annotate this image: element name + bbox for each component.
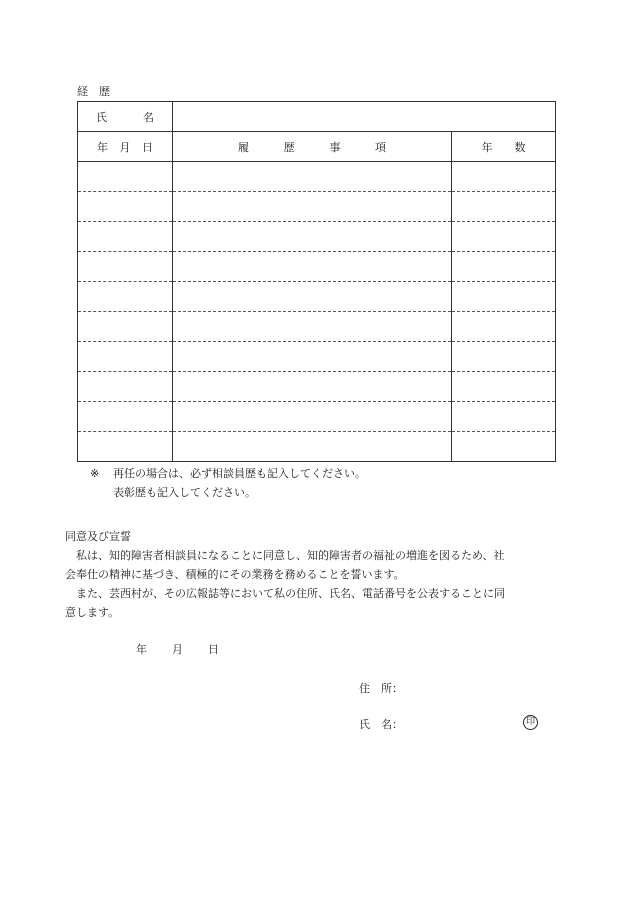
history-cell[interactable] bbox=[173, 372, 452, 402]
name-label-char: 氏 bbox=[96, 110, 107, 124]
history-cell[interactable] bbox=[173, 162, 452, 192]
signature-name-label: 氏 名： bbox=[359, 718, 403, 731]
date-cell[interactable] bbox=[78, 192, 173, 222]
date-cell[interactable] bbox=[78, 402, 173, 432]
years-cell[interactable] bbox=[452, 282, 556, 312]
seal-mark: 印 bbox=[523, 715, 538, 730]
history-cell[interactable] bbox=[173, 192, 452, 222]
consent-para1-line1: 私は、知的障害者相談員になることに同意し、知的障害者の福祉の増進を図るため、社 bbox=[65, 549, 505, 562]
history-cell[interactable] bbox=[173, 312, 452, 342]
header-history: 履 歴 事 項 bbox=[173, 132, 452, 162]
section-title: 経 歴 bbox=[77, 85, 110, 98]
table-row bbox=[78, 432, 556, 462]
header-years: 年 数 bbox=[452, 132, 556, 162]
date-cell[interactable] bbox=[78, 432, 173, 462]
name-value-cell[interactable] bbox=[173, 102, 556, 132]
years-cell[interactable] bbox=[452, 192, 556, 222]
table-row bbox=[78, 192, 556, 222]
date-cell[interactable] bbox=[78, 162, 173, 192]
history-cell[interactable] bbox=[173, 432, 452, 462]
date-cell[interactable] bbox=[78, 222, 173, 252]
years-cell[interactable] bbox=[452, 402, 556, 432]
table-row bbox=[78, 402, 556, 432]
name-row bbox=[78, 102, 556, 132]
date-cell[interactable] bbox=[78, 312, 173, 342]
table-row bbox=[78, 162, 556, 192]
table-row bbox=[78, 312, 556, 342]
years-cell[interactable] bbox=[452, 372, 556, 402]
history-cell[interactable] bbox=[173, 222, 452, 252]
note-mark: ※ bbox=[90, 467, 100, 480]
years-cell[interactable] bbox=[452, 432, 556, 462]
header-date: 年 月 日 bbox=[78, 132, 173, 162]
consent-para2-line2: 意します。 bbox=[65, 606, 120, 619]
years-cell[interactable] bbox=[452, 162, 556, 192]
years-cell[interactable] bbox=[452, 342, 556, 372]
consent-para1-line2: 会奉仕の精神に基づき、積極的にその業務を務めることを誓います。 bbox=[65, 568, 405, 581]
years-cell[interactable] bbox=[452, 222, 556, 252]
history-table bbox=[77, 101, 556, 462]
date-day-label: 日 bbox=[208, 643, 219, 656]
history-cell[interactable] bbox=[173, 342, 452, 372]
table-row bbox=[78, 342, 556, 372]
consent-title: 同意及び宣誓 bbox=[65, 530, 131, 543]
history-cell[interactable] bbox=[173, 402, 452, 432]
years-cell[interactable] bbox=[452, 312, 556, 342]
note-line-1: 再任の場合は、必ず相談員歴も記入してください。 bbox=[113, 467, 366, 480]
date-cell[interactable] bbox=[78, 252, 173, 282]
table-row bbox=[78, 252, 556, 282]
date-year-label: 年 bbox=[136, 643, 147, 656]
years-cell[interactable] bbox=[452, 252, 556, 282]
date-cell[interactable] bbox=[78, 342, 173, 372]
address-label: 住 所： bbox=[359, 682, 403, 695]
header-row bbox=[78, 132, 556, 162]
note-line-2: 表彰歴も記入してください。 bbox=[113, 486, 256, 499]
name-label-char: 名 bbox=[143, 110, 154, 124]
history-cell[interactable] bbox=[173, 252, 452, 282]
table-row bbox=[78, 222, 556, 252]
date-month-label: 月 bbox=[172, 643, 183, 656]
date-cell[interactable] bbox=[78, 372, 173, 402]
name-label-cell bbox=[78, 102, 173, 132]
consent-para2-line1: また、芸西村が、その広報誌等において私の住所、氏名、電話番号を公表することに同 bbox=[65, 587, 505, 600]
table-row bbox=[78, 282, 556, 312]
date-cell[interactable] bbox=[78, 282, 173, 312]
table-row bbox=[78, 372, 556, 402]
history-cell[interactable] bbox=[173, 282, 452, 312]
